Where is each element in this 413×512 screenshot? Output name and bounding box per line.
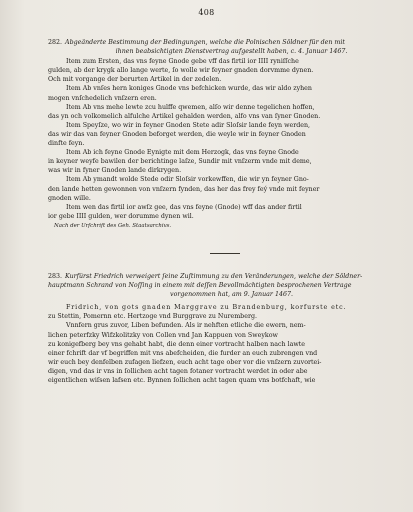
doc-282-paragraph-5: Item Ab ich feyne Gnode Eynigte mit dem Herzogk, das vns feyne Gnode in keyner weyfe bawilen der berichtinge laſze, Sundir mit vnſzerm vnde mit deme, was wir in fyner Gnoden lande dirkrygen. [48,149,312,175]
doc-282-paragraph-6: Item Ab ymandt wolde Stede odir Sloſsir vorkewffen, die wir yn feyner Gno- den lande hetten gewonnen von vnſzern fynden, das her das frey feý vnde mit feyner gnoden wille. [48,176,320,202]
page-body [48,38,401,385]
page-number: 408 [198,8,215,17]
doc-283-number: 283. [48,272,63,280]
doc-283-paragraph-1: Vnnfern grus zuvor, Liben befunden. Als ir nehften etliche die ewern, nem- lichen peterfzky Wifzkolitzky von Collen vnd Jan Kappuen von Sweykow zu konigefberg bey vns gehabt habt, die denn einer vortracht halben nach lawte einer fchrift dar vf begriffen mit vns abefcheiden, die furder an euch zubrengen vnd wir euch bey denfelben zufagen liefzen, euch acht tage ober vor die vnſzern zuvortei- digen, vnd das ir vns in ſollichen acht tagen fotaner vortracht werdet in oder abe eigentlichen wiſsen lafsen etc. Bynnen ſollichen acht tagen quam vns botfchaft, wie [48,322,322,384]
section-divider [210,253,240,254]
doc-282-heading-line-2: ihnen beabsichtigten Dienstvertrag aufgestellt haben, c. 4. Januar 1467. [115,48,348,56]
doc-282-source-note: Nach der Urſchrift des Geh. Staatsarchivs. [54,222,172,229]
doc-282-number: 282. [48,39,63,46]
doc-283-salutation: Fridrich, von gots gnaden Marggrave zu Brandenburg, korfurste etc. zu Stettin, Pomernn etc. Hertzoge vnd Burggrave zu Nuremberg. [48,304,347,321]
doc-282-heading-line-1: 282. Abgeänderte Bestimmung der Bedingungen, welche die Polnischen Söldner für den mit [48,39,345,46]
doc-283-heading-line-2: hauptmann Schrand von Noſſing in einem mit deſſen Bevollmächtigten besprochenen Vertrage [48,282,352,290]
doc-283-heading [48,272,401,299]
doc-282-paragraph-7: Item wen das firtil ior awſz gee, das vns feyne (Gnode) wff das ander firtil ior gebe IIII gulden, wer dorumme dynen wil. [48,203,302,220]
doc-282-paragraph-4: Item Speyſze, wo wir in feyner Gnoden Stete adir Sloſsir lande feyn werden, das wir das van feyner Gnoden beforget werden, die weyle wir in feyner Gnoden dinfte feyn. [48,121,311,148]
doc-282-paragraph-1: Item zum Ersten, das vns feyne Gnode gebe vff das firtil ior IIII ryniſſche gulden, ab der krygk allo lange werte, ſo wolle wir feyner gnaden dorvmme dynen. Och mit vorgange der berurten Artikel in der zedelen. [48,58,314,84]
doc-283-heading-line-3: vorgenommen hat, am 9. Januar 1467. [170,291,293,299]
doc-283-heading-line-1: 283. Kurfürst Friedrich verweigert ſeine Zuſtimmung zu den Veränderungen, welche der Söldner- [48,272,363,280]
doc-282-paragraph-2: Item Ab vnſes hern koniges Gnode vns befchicken wurde, das wir aldo zyhen mogen vnſchedelich vnſzern eren. [48,85,312,102]
doc-282-heading [48,38,401,56]
doc-282-paragraph-3: Item Ab vns mehe lewte zcu hulffe qwemen, alſo wir denne tegelichen hoffen, das yn och volkomelich alfulche Artikel gehalden werden, alfo vns van ſyner Gnoden. [48,103,321,120]
